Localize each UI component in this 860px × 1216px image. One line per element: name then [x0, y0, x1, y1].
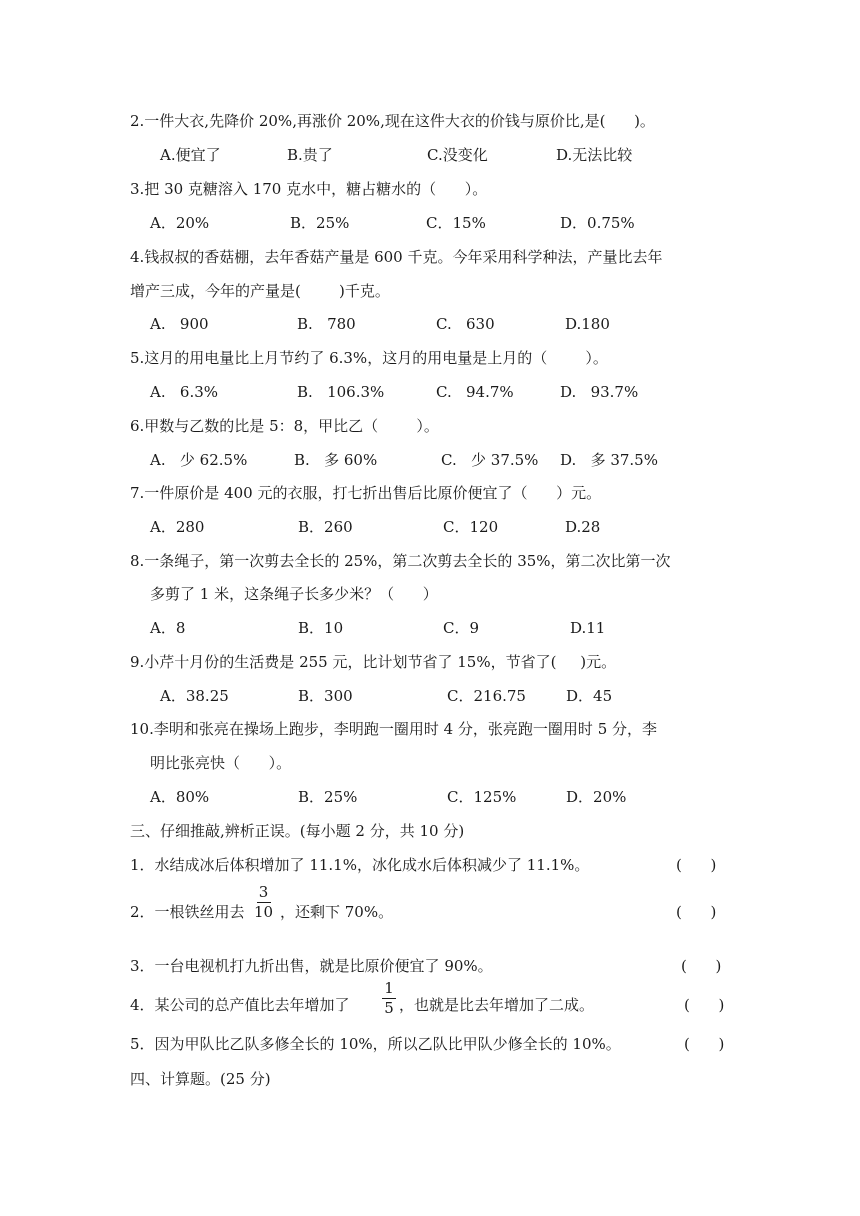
- judge-item-2-pre: 2．一根铁丝用去: [130, 903, 245, 921]
- q8-option-d: D.11: [570, 619, 606, 637]
- judge-item-5-paren: ( ): [684, 1035, 725, 1053]
- judge-item-1-paren: ( ): [676, 856, 717, 874]
- question-8-line2: 多剪了 1 米，这条绳子长多少米？（ ）: [150, 585, 438, 603]
- question-7: 7.一件原价是 400 元的衣服，打七折出售后比原价便宜了（ ）元。: [130, 484, 602, 502]
- question-5: 5.这月的用电量比上月节约了 6.3%，这月的用电量是上月的（ ）。: [130, 349, 608, 367]
- fraction-1-5: [382, 980, 396, 1017]
- q9-option-c: C．216.75: [447, 687, 526, 705]
- question-8: 8.一条绳子，第一次剪去全长的 25%，第二次剪去全长的 35%，第二次比第一次: [130, 552, 671, 570]
- q9-option-b: B．300: [298, 687, 353, 705]
- judge-item-4-pre: 4．某公司的总产值比去年增加了: [130, 996, 350, 1014]
- q2-option-d: D.无法比较: [556, 146, 633, 164]
- q5-option-b: B. 106.3%: [297, 383, 385, 401]
- question-10: 10.李明和张亮在操场上跑步，李明跑一圈用时 4 分，张亮跑一圈用时 5 分，李: [130, 720, 658, 738]
- judge-item-3-paren: ( ): [681, 957, 722, 975]
- fraction-numerator: 1: [384, 979, 394, 997]
- q10-option-a: A．80%: [150, 788, 210, 806]
- q10-option-b: B．25%: [298, 788, 358, 806]
- q10-option-c: C．125%: [447, 788, 517, 806]
- q2-option-c: C.没变化: [427, 146, 488, 164]
- section-3-title: 三、仔细推敲,辨析正误。(每小题 2 分，共 10 分): [130, 822, 465, 840]
- question-10-line2: 明比张亮快（ ）。: [150, 754, 292, 772]
- q4-option-d: D.180: [565, 315, 610, 333]
- fraction-denominator: 5: [384, 999, 394, 1017]
- judge-item-1: 1．水结成冰后体积增加了 11.1%，冰化成水后体积减少了 11.1%。: [130, 856, 590, 874]
- q9-option-d: D．45: [566, 687, 613, 705]
- q4-option-a: A. 900: [150, 315, 209, 333]
- q9-option-a: A．38.25: [160, 687, 229, 705]
- q5-option-c: C. 94.7%: [436, 383, 514, 401]
- q2-option-b: B.贵了: [287, 146, 333, 164]
- q6-option-c: C. 少 37.5%: [441, 451, 539, 469]
- q5-option-d: D. 93.7%: [560, 383, 639, 401]
- question-4-line2: 增产三成，今年的产量是( )千克。: [130, 282, 390, 300]
- q2-option-a: A.便宜了: [160, 146, 221, 164]
- q6-option-b: B. 多 60%: [294, 451, 378, 469]
- q5-option-a: A. 6.3%: [150, 383, 219, 401]
- q6-option-d: D. 多 37.5%: [560, 451, 658, 469]
- judge-item-4-paren: ( ): [684, 996, 725, 1014]
- question-4: 4.钱叔叔的香菇棚，去年香菇产量是 600 千克。今年采用科学种法，产量比去年: [130, 248, 663, 266]
- fraction-3-10: [254, 884, 273, 921]
- q10-option-d: D．20%: [566, 788, 627, 806]
- q8-option-b: B．10: [298, 619, 344, 637]
- q3-option-a: A．20%: [150, 214, 210, 232]
- q7-option-a: A．280: [150, 518, 205, 536]
- question-9: 9.小芹十月份的生活费是 255 元，比计划节省了 15%，节省了( )元。: [130, 653, 617, 671]
- judge-item-2-post: ，还剩下 70%。: [280, 903, 394, 921]
- q3-option-b: B．25%: [290, 214, 350, 232]
- q3-option-c: C．15%: [426, 214, 486, 232]
- question-6: 6.甲数与乙数的比是 5：8，甲比乙（ ）。: [130, 417, 439, 435]
- question-3: 3.把 30 克糖溶入 170 克水中，糖占糖水的（ ）。: [130, 180, 488, 198]
- question-2: 2.一件大衣,先降价 20%,再涨价 20%,现在这件大衣的价钱与原价比,是( )。: [130, 112, 655, 130]
- judge-item-5: 5．因为甲队比乙队多修全长的 10%，所以乙队比甲队少修全长的 10%。: [130, 1035, 621, 1053]
- fraction-denominator: 10: [254, 903, 274, 921]
- q8-option-a: A．8: [150, 619, 186, 637]
- q7-option-b: B．260: [298, 518, 353, 536]
- q3-option-d: D．0.75%: [560, 214, 635, 232]
- q4-option-b: B. 780: [297, 315, 356, 333]
- judge-item-2-paren: ( ): [676, 903, 717, 921]
- section-4-title: 四、计算题。(25 分): [130, 1070, 271, 1088]
- q8-option-c: C．9: [443, 619, 480, 637]
- fraction-numerator: 3: [258, 883, 269, 901]
- q6-option-a: A. 少 62.5%: [150, 451, 248, 469]
- q4-option-c: C. 630: [436, 315, 495, 333]
- judge-item-3: 3．一台电视机打九折出售，就是比原价便宜了 90%。: [130, 957, 493, 975]
- q7-option-c: C．120: [443, 518, 499, 536]
- q7-option-d: D.28: [565, 518, 601, 536]
- judge-item-4-post: ，也就是比去年增加了二成。: [399, 996, 595, 1014]
